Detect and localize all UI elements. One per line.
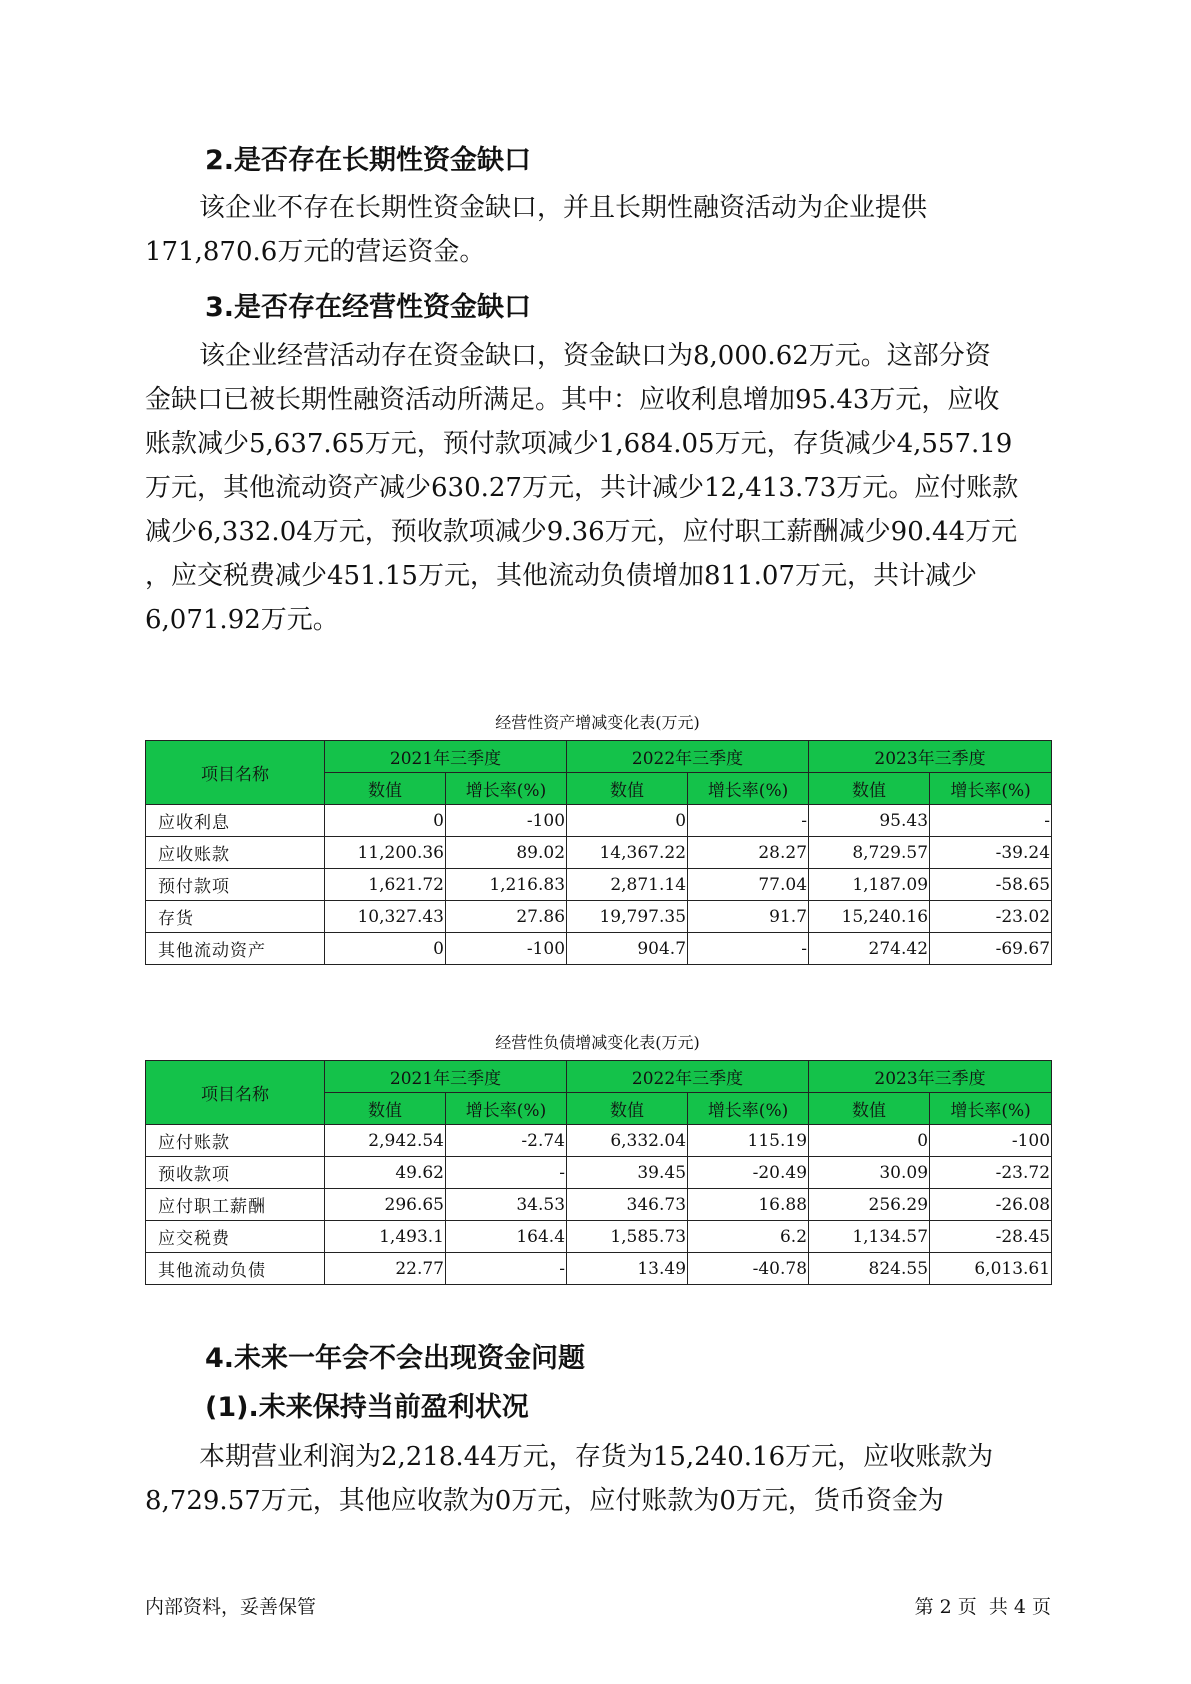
cell: 49.62 [325, 1157, 446, 1189]
cell: 13.49 [567, 1253, 688, 1285]
paragraph-line: ，应交税费减少451.15万元，其他流动负债增加811.07万元，共计减少 [145, 561, 977, 591]
section-3-paragraph [145, 334, 1050, 642]
cell: 0 [567, 805, 688, 837]
cell: 1,187.09 [809, 869, 930, 901]
cell: 1,493.1 [325, 1221, 446, 1253]
cell: - [446, 1157, 567, 1189]
section-4-1-paragraph [145, 1435, 1050, 1523]
cell: -23.02 [930, 901, 1052, 933]
row-name: 预收款项 [146, 1157, 325, 1189]
cell: 2,942.54 [325, 1125, 446, 1157]
header-value: 数值 [809, 773, 930, 805]
header-rate: 增长率(%) [446, 1093, 567, 1125]
header-item-name: 项目名称 [146, 741, 325, 805]
row-name: 应收利息 [146, 805, 325, 837]
cell: -20.49 [688, 1157, 809, 1189]
paragraph-line: 该企业不存在长期性资金缺口，并且长期性融资活动为企业提供 [199, 193, 928, 223]
table-row [146, 805, 1052, 837]
section-heading-4: 4.未来一年会不会出现资金问题 [205, 1343, 586, 1374]
header-rate: 增长率(%) [688, 773, 809, 805]
cell: -28.45 [930, 1221, 1052, 1253]
cell: 1,216.83 [446, 869, 567, 901]
cell: 256.29 [809, 1189, 930, 1221]
cell: 34.53 [446, 1189, 567, 1221]
footer-page-number: 第 2 页 共 4 页 [914, 1596, 1051, 1618]
cell: 95.43 [809, 805, 930, 837]
cell: 1,621.72 [325, 869, 446, 901]
paragraph-line: 万元，其他流动资产减少630.27万元，共计减少12,413.73万元。应付账款 [145, 473, 1019, 503]
table-row [146, 901, 1052, 933]
footer-left: 内部资料，妥善保管 [145, 1596, 317, 1618]
table-row [146, 1189, 1052, 1221]
row-name: 应付账款 [146, 1125, 325, 1157]
assets-table [145, 740, 1052, 965]
cell: 91.7 [688, 901, 809, 933]
cell: 0 [325, 933, 446, 965]
cell: 28.27 [688, 837, 809, 869]
header-value: 数值 [567, 773, 688, 805]
paragraph-line: 金缺口已被长期性融资活动所满足。其中：应收利息增加95.43万元，应收 [145, 385, 1000, 415]
header-period: 2022年三季度 [567, 741, 809, 773]
row-name: 应收账款 [146, 837, 325, 869]
section-2-paragraph [145, 186, 1050, 274]
header-rate: 增长率(%) [930, 1093, 1052, 1125]
table-row [146, 869, 1052, 901]
header-value: 数值 [325, 1093, 446, 1125]
section-heading-2: 2.是否存在长期性资金缺口 [205, 145, 532, 176]
header-rate: 增长率(%) [688, 1093, 809, 1125]
row-name: 其他流动资产 [146, 933, 325, 965]
cell: 19,797.35 [567, 901, 688, 933]
cell: 274.42 [809, 933, 930, 965]
row-name: 存货 [146, 901, 325, 933]
cell: 16.88 [688, 1189, 809, 1221]
header-value: 数值 [325, 773, 446, 805]
cell: -23.72 [930, 1157, 1052, 1189]
cell: 2,871.14 [567, 869, 688, 901]
cell: 27.86 [446, 901, 567, 933]
cell: -100 [930, 1125, 1052, 1157]
row-name: 预付款项 [146, 869, 325, 901]
header-period: 2021年三季度 [325, 741, 567, 773]
cell: - [930, 805, 1052, 837]
cell: 11,200.36 [325, 837, 446, 869]
paragraph-line: 171,870.6万元的营运资金。 [145, 237, 486, 267]
liabilities-table [145, 1060, 1052, 1285]
cell: 77.04 [688, 869, 809, 901]
section-heading-3: 3.是否存在经营性资金缺口 [205, 292, 532, 323]
cell: 296.65 [325, 1189, 446, 1221]
table-row [146, 1253, 1052, 1285]
table-row [146, 837, 1052, 869]
cell: 39.45 [567, 1157, 688, 1189]
cell: 30.09 [809, 1157, 930, 1189]
table-row [146, 1157, 1052, 1189]
header-value: 数值 [567, 1093, 688, 1125]
cell: 6,332.04 [567, 1125, 688, 1157]
cell: 8,729.57 [809, 837, 930, 869]
cell: -100 [446, 805, 567, 837]
paragraph-line: 6,071.92万元。 [145, 605, 339, 635]
cell: 1,134.57 [809, 1221, 930, 1253]
cell: 0 [809, 1125, 930, 1157]
table-row [146, 1125, 1052, 1157]
header-rate: 增长率(%) [446, 773, 567, 805]
cell: 10,327.43 [325, 901, 446, 933]
row-name: 应付职工薪酬 [146, 1189, 325, 1221]
cell: 89.02 [446, 837, 567, 869]
header-period: 2022年三季度 [567, 1061, 809, 1093]
cell: 6,013.61 [930, 1253, 1052, 1285]
row-name: 其他流动负债 [146, 1253, 325, 1285]
paragraph-line: 8,729.57万元，其他应收款为0万元，应付账款为0万元，货币资金为 [145, 1486, 944, 1516]
liabilities-table-caption: 经营性负债增减变化表(万元) [495, 1033, 700, 1052]
cell: -100 [446, 933, 567, 965]
table-row [146, 1221, 1052, 1253]
paragraph-line: 本期营业利润为2,218.44万元，存货为15,240.16万元，应收账款为 [199, 1442, 994, 1472]
cell: 0 [325, 805, 446, 837]
header-period: 2023年三季度 [809, 1061, 1052, 1093]
section-heading-4-1: (1).未来保持当前盈利状况 [205, 1392, 529, 1423]
cell: 6.2 [688, 1221, 809, 1253]
cell: 904.7 [567, 933, 688, 965]
cell: 15,240.16 [809, 901, 930, 933]
paragraph-line: 账款减少5,637.65万元，预付款项减少1,684.05万元，存货减少4,557.19 [145, 429, 1013, 459]
paragraph-line: 该企业经营活动存在资金缺口，资金缺口为8,000.62万元。这部分资 [199, 341, 991, 371]
cell: - [688, 933, 809, 965]
header-value: 数值 [809, 1093, 930, 1125]
cell: -69.67 [930, 933, 1052, 965]
header-rate: 增长率(%) [930, 773, 1052, 805]
header-period: 2021年三季度 [325, 1061, 567, 1093]
cell: 164.4 [446, 1221, 567, 1253]
cell: 115.19 [688, 1125, 809, 1157]
assets-table-caption: 经营性资产增减变化表(万元) [495, 713, 700, 732]
header-item-name: 项目名称 [146, 1061, 325, 1125]
cell: 346.73 [567, 1189, 688, 1221]
paragraph-line: 减少6,332.04万元，预收款项减少9.36万元，应付职工薪酬减少90.44万元 [145, 517, 1018, 547]
cell: - [688, 805, 809, 837]
cell: 824.55 [809, 1253, 930, 1285]
row-name: 应交税费 [146, 1221, 325, 1253]
cell: -26.08 [930, 1189, 1052, 1221]
cell: 1,585.73 [567, 1221, 688, 1253]
cell: -39.24 [930, 837, 1052, 869]
cell: - [446, 1253, 567, 1285]
cell: -2.74 [446, 1125, 567, 1157]
cell: 14,367.22 [567, 837, 688, 869]
cell: -58.65 [930, 869, 1052, 901]
table-row [146, 933, 1052, 965]
header-period: 2023年三季度 [809, 741, 1052, 773]
cell: -40.78 [688, 1253, 809, 1285]
cell: 22.77 [325, 1253, 446, 1285]
